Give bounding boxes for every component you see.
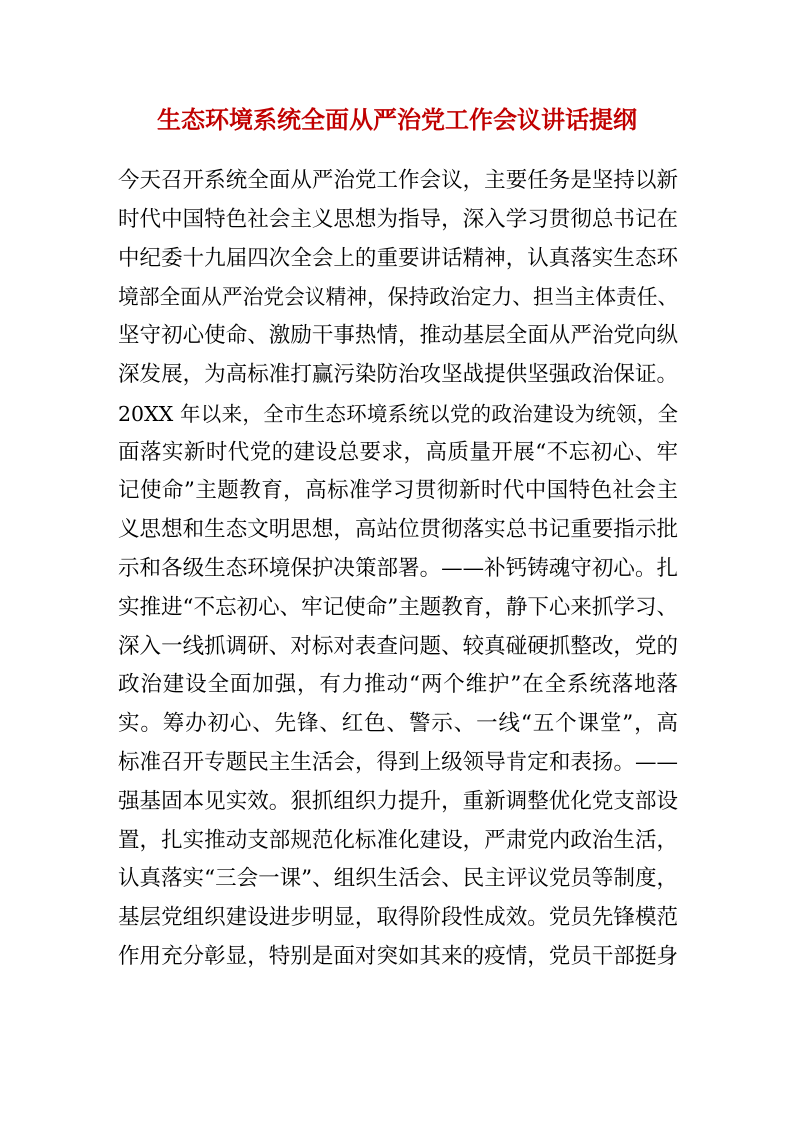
body-line: 记使命”主题教育，高标准学习贯彻新时代中国特色社会主: [118, 478, 678, 504]
document-body: [118, 162, 678, 977]
body-line: 政治建设全面加强，有力推动“两个维护”在全系统落地落: [118, 672, 678, 698]
body-line: 认真落实“三会一课”、组织生活会、民主评议党员等制度，: [118, 866, 678, 892]
body-line: 20XX 年以来，全市生态环境系统以党的政治建设为统领，全: [118, 401, 678, 426]
body-line: 实推进“不忘初心、牢记使命”主题教育，静下心来抓学习、: [118, 594, 678, 620]
body-line: 基层党组织建设进步明显，取得阶段性成效。党员先锋模范: [118, 905, 678, 931]
body-line: 中纪委十九届四次全会上的重要讲话精神，认真落实生态环: [118, 245, 678, 271]
body-line: 强基固本见实效。狠抓组织力提升，重新调整优化党支部设: [118, 788, 678, 814]
body-line: 置，扎实推动支部规范化标准化建设，严肃党内政治生活，: [118, 827, 678, 853]
body-line: 坚守初心使命、激励干事热情，推动基层全面从严治党向纵: [118, 323, 678, 349]
body-line: 作用充分彰显，特别是面对突如其来的疫情，党员干部挺身: [118, 943, 678, 969]
body-line: 义思想和生态文明思想，高站位贯彻落实总书记重要指示批: [118, 517, 678, 543]
document-title: 生态环境系统全面从严治党工作会议讲话提纲: [157, 105, 637, 134]
body-line: 深发展，为高标准打赢污染防治攻坚战提供坚强政治保证。: [118, 361, 678, 387]
body-line: 时代中国特色社会主义思想为指导，深入学习贯彻总书记在: [118, 206, 678, 232]
body-line: 今天召开系统全面从严治党工作会议，主要任务是坚持以新: [118, 168, 678, 193]
body-line: 标准召开专题民主生活会，得到上级领导肯定和表扬。——: [118, 749, 678, 775]
body-line: 境部全面从严治党会议精神，保持政治定力、担当主体责任、: [118, 285, 678, 310]
body-line: 实。筹办初心、先锋、红色、警示、一线“五个课堂”，高: [118, 711, 678, 737]
body-line: 示和各级生态环境保护决策部署。——补钙铸魂守初心。扎: [118, 555, 678, 581]
body-line: 面落实新时代党的建设总要求，高质量开展“不忘初心、牢: [118, 439, 678, 465]
body-line: 深入一线抓调研、对标对表查问题、较真碰硬抓整改，党的: [118, 633, 678, 659]
